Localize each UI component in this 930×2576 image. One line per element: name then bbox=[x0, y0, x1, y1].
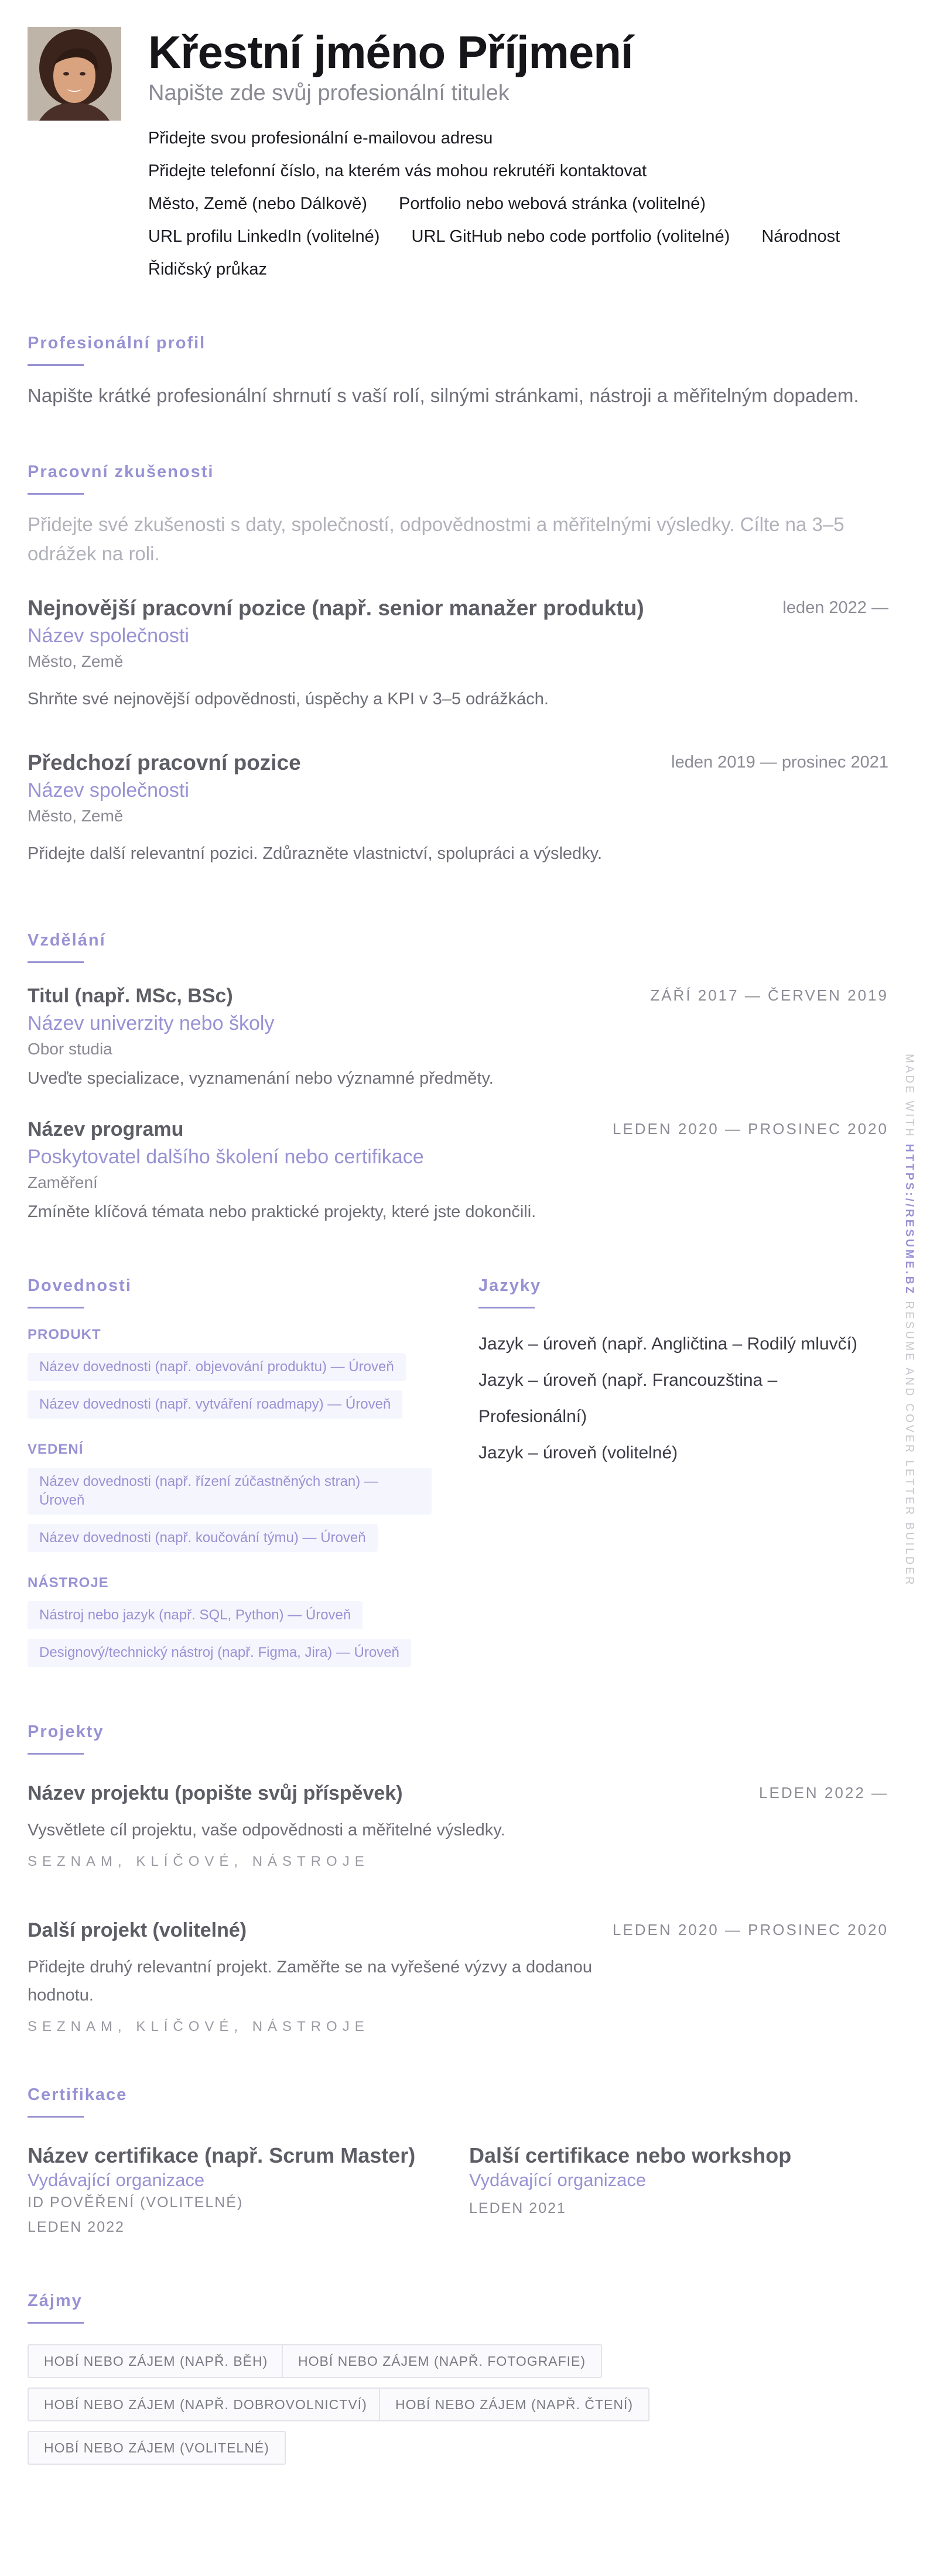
job-date: leden 2022 — bbox=[782, 598, 888, 617]
contact-row bbox=[148, 220, 886, 253]
program-title: Název programu bbox=[28, 1118, 184, 1140]
section-rule bbox=[28, 2116, 84, 2118]
skill-group-title: VEDENÍ bbox=[28, 1441, 84, 1457]
skill-chip: Název dovednosti (např. řízení zúčastněných stran) — Úroveň bbox=[28, 1468, 432, 1515]
certification-date: LEDEN 2022 bbox=[28, 2219, 125, 2235]
job-title: Nejnovější pracovní pozice (např. senior manažer produktu) bbox=[28, 596, 644, 620]
skill-chip: Název dovednosti (např. vytváření roadmapy) — Úroveň bbox=[28, 1390, 402, 1419]
project-date: LEDEN 2022 — bbox=[759, 1784, 888, 1801]
project-tags: SEZNAM, KLÍČOVÉ, NÁSTROJE bbox=[28, 1854, 370, 1869]
job-location: Město, Země bbox=[28, 652, 124, 670]
profile-summary: Napište krátké profesionální shrnutí s vaší rolí, silnými stránkami, nástroji a měřitelným dopadem. bbox=[28, 385, 859, 406]
language-item: Jazyk – úroveň (volitelné) bbox=[478, 1443, 678, 1462]
project-entry bbox=[28, 1780, 888, 1873]
job-description: Shrňte své nejnovější odpovědnosti, úspěchy a KPI v 3–5 odrážkách. bbox=[28, 690, 549, 708]
section-title: Jazyky bbox=[478, 1276, 542, 1295]
interest-list bbox=[28, 2344, 888, 2473]
watermark-suffix: RESUME AND COVER LETTER BUILDER bbox=[903, 1301, 915, 1587]
job-date: leden 2019 — prosinec 2021 bbox=[671, 753, 888, 772]
experience-entry bbox=[28, 595, 888, 713]
github-text: URL GitHub nebo code portfolio (volitelné) bbox=[411, 227, 730, 246]
phone-text: Přidejte telefonní číslo, na kterém vás mohou rekrutéři kontaktovat bbox=[148, 162, 647, 180]
focus-area: Zaměření bbox=[28, 1173, 98, 1191]
project-date: LEDEN 2020 — PROSINEC 2020 bbox=[612, 1921, 888, 1938]
section-title: Certifikace bbox=[28, 2085, 128, 2104]
company-name: Název společnosti bbox=[28, 779, 189, 801]
education-description: Zmíněte klíčová témata nebo praktické projekty, které jste dokončili. bbox=[28, 1203, 536, 1221]
education-date: LEDEN 2020 — PROSINEC 2020 bbox=[612, 1120, 888, 1138]
interest-chip: HOBÍ NEBO ZÁJEM (NAPŘ. ČTENÍ) bbox=[379, 2387, 649, 2421]
skill-group-title: PRODUKT bbox=[28, 1327, 101, 1342]
degree-title: Titul (např. MSc, BSc) bbox=[28, 985, 233, 1007]
education-entry bbox=[28, 982, 888, 1092]
header-text bbox=[148, 27, 886, 286]
skill-chip: Designový/technický nástroj (např. Figma, Jira) — Úroveň bbox=[28, 1639, 411, 1667]
watermark-link[interactable]: HTTPS://RESUME.BZ bbox=[903, 1144, 915, 1296]
nationality-text: Národnost bbox=[761, 227, 840, 246]
profile-photo-icon bbox=[28, 27, 121, 121]
contact-row bbox=[148, 253, 886, 286]
education-date: ZÁŘÍ 2017 — ČERVEN 2019 bbox=[650, 986, 888, 1004]
education-description: Uveďte specializace, vyznamenání nebo významné předměty. bbox=[28, 1069, 494, 1088]
contact-row bbox=[148, 155, 886, 187]
job-title: Předchozí pracovní pozice bbox=[28, 751, 301, 775]
skill-chip: Název dovednosti (např. koučování týmu) — Úroveň bbox=[28, 1524, 378, 1552]
watermark-prefix: MADE WITH bbox=[903, 1054, 915, 1139]
candidate-name: Křestní jméno Příjmení bbox=[148, 26, 633, 78]
skill-chip: Název dovednosti (např. objevování produktu) — Úroveň bbox=[28, 1353, 406, 1381]
certification-org: Vydávající organizace bbox=[28, 2170, 205, 2190]
section-title: Projekty bbox=[28, 1722, 104, 1741]
linkedin-text: URL profilu LinkedIn (volitelné) bbox=[148, 227, 380, 246]
section-projects bbox=[28, 1721, 888, 2034]
certification-entry bbox=[28, 2143, 437, 2238]
skill-group bbox=[28, 1468, 449, 1561]
school-name: Název univerzity nebo školy bbox=[28, 1012, 275, 1034]
section-rule bbox=[28, 364, 84, 366]
section-title: Zájmy bbox=[28, 2291, 83, 2310]
section-title: Vzdělání bbox=[28, 931, 106, 950]
company-name: Název společnosti bbox=[28, 625, 189, 647]
credential-id: ID POVĚŘENÍ (VOLITELNÉ) bbox=[28, 2194, 244, 2211]
project-title: Název projektu (popište svůj příspěvek) bbox=[28, 1782, 403, 1804]
section-rule bbox=[28, 961, 84, 963]
education-entry bbox=[28, 1116, 888, 1226]
skills-column bbox=[28, 1275, 449, 1676]
contact-row bbox=[148, 187, 886, 220]
section-education bbox=[28, 930, 888, 1221]
section-skills-languages bbox=[28, 1275, 888, 1697]
project-tags: SEZNAM, KLÍČOVÉ, NÁSTROJE bbox=[28, 2019, 370, 2034]
interest-chip: HOBÍ NEBO ZÁJEM (VOLITELNÉ) bbox=[28, 2431, 286, 2465]
interest-chip: HOBÍ NEBO ZÁJEM (NAPŘ. BĚH) bbox=[28, 2344, 284, 2378]
contact-row bbox=[148, 122, 886, 155]
language-list bbox=[478, 1326, 888, 1471]
section-rule bbox=[28, 2322, 84, 2324]
interest-chip: HOBÍ NEBO ZÁJEM (NAPŘ. FOTOGRAFIE) bbox=[282, 2344, 602, 2378]
section-experience bbox=[28, 461, 888, 863]
section-title: Profesionální profil bbox=[28, 334, 206, 352]
watermark-text bbox=[897, 1054, 921, 1587]
certification-date: LEDEN 2021 bbox=[469, 2200, 566, 2217]
builder-watermark bbox=[897, 1054, 921, 1587]
skill-chip: Nástroj nebo jazyk (např. SQL, Python) — Úroveň bbox=[28, 1601, 363, 1629]
experience-intro: Přidejte své zkušenosti s daty, společností, odpovědnostmi a měřitelnými výsledky. Cílte na 3–5 odrážek na roli. bbox=[28, 513, 844, 564]
portfolio-text: Portfolio nebo webová stránka (volitelné) bbox=[399, 194, 706, 213]
job-location: Město, Země bbox=[28, 807, 124, 825]
section-rule bbox=[28, 1307, 84, 1308]
job-description: Přidejte další relevantní pozici. Zdůrazněte vlastnictví, spolupráci a výsledky. bbox=[28, 844, 603, 863]
skill-group-title: NÁSTROJE bbox=[28, 1575, 109, 1591]
language-item: Jazyk – úroveň (např. Francouzština – Profesionální) bbox=[478, 1371, 778, 1426]
skill-group bbox=[28, 1353, 449, 1428]
section-interests bbox=[28, 2290, 888, 2466]
resume-header bbox=[28, 27, 888, 285]
project-entry bbox=[28, 1917, 888, 2039]
field-of-study: Obor studia bbox=[28, 1040, 112, 1058]
email-text: Přidejte svou profesionální e-mailovou adresu bbox=[148, 129, 493, 148]
section-title: Pracovní zkušenosti bbox=[28, 463, 214, 481]
certification-entry bbox=[469, 2143, 879, 2219]
interest-chip: HOBÍ NEBO ZÁJEM (NAPŘ. DOBROVOLNICTVÍ) bbox=[28, 2387, 384, 2421]
section-rule bbox=[28, 493, 84, 495]
project-description: Vysvětlete cíl projektu, vaše odpovědnosti a měřitelné výsledky. bbox=[28, 1821, 505, 1839]
driving-license-text: Řidičský průkaz bbox=[148, 260, 268, 279]
provider-name: Poskytovatel dalšího školení nebo certifikace bbox=[28, 1146, 424, 1168]
profile-photo bbox=[28, 27, 121, 121]
section-certifications bbox=[28, 2084, 888, 2260]
skill-group bbox=[28, 1601, 449, 1676]
contact-info bbox=[148, 122, 886, 286]
languages-column bbox=[478, 1275, 888, 1471]
section-rule bbox=[28, 1753, 84, 1755]
language-item: Jazyk – úroveň (např. Angličtina – Rodilý mluvčí) bbox=[478, 1334, 857, 1354]
location-text: Město, Země (nebo Dálkově) bbox=[148, 194, 367, 213]
section-profile bbox=[28, 333, 888, 410]
experience-entry bbox=[28, 749, 888, 868]
candidate-headline: Napište zde svůj profesionální titulek bbox=[148, 81, 510, 105]
certification-org: Vydávající organizace bbox=[469, 2170, 647, 2190]
project-title: Další projekt (volitelné) bbox=[28, 1919, 247, 1941]
certification-title: Další certifikace nebo workshop bbox=[469, 2143, 792, 2167]
project-description: Přidejte druhý relevantní projekt. Zaměřte se na vyřešené výzvy a dodanou hodnotu. bbox=[28, 1958, 592, 2005]
section-title: Dovednosti bbox=[28, 1276, 132, 1295]
certification-list bbox=[28, 2143, 888, 2260]
section-rule bbox=[478, 1307, 535, 1308]
certification-title: Název certifikace (např. Scrum Master) bbox=[28, 2143, 416, 2167]
